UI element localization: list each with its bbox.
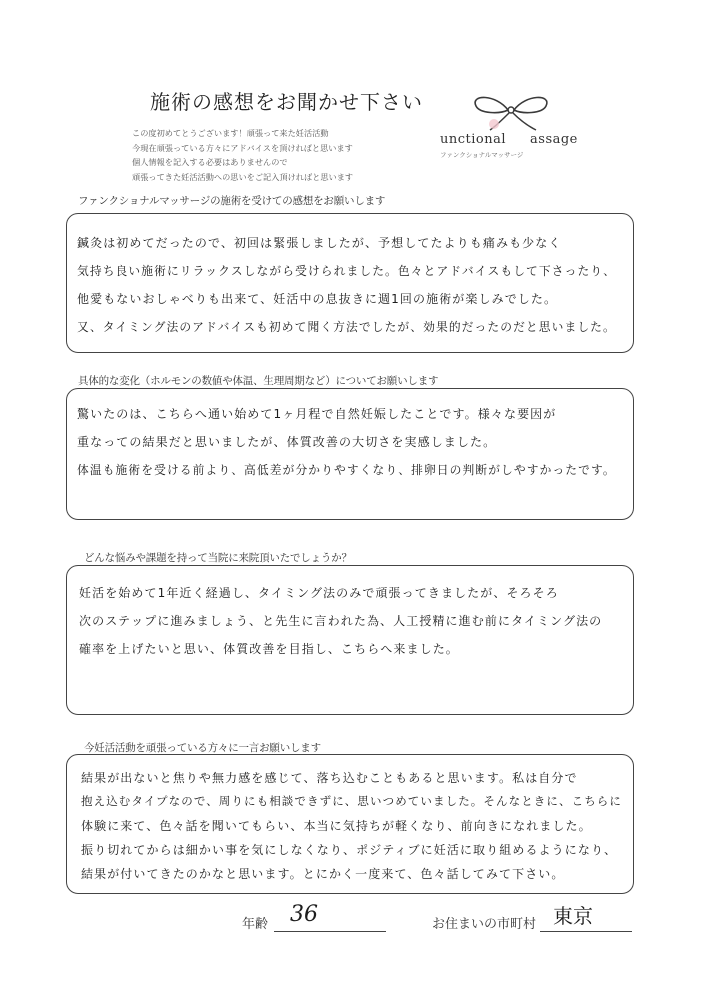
answer-line: 鍼灸は初めてだったので、初回は緊張しましたが、予想してたよりも痛みも少なく	[77, 236, 562, 250]
section-3-label: どんな悩みや課題を持って当院に来院頂いたでしょうか？	[84, 552, 352, 564]
answer-line: 確率を上げたいと思い、体質改善を目指し、こちらへ来ました。	[79, 642, 459, 656]
answer-line: 体験に来て、色々話を聞いてもらい、本当に気持ちが軽くなり、前向きになれました。	[81, 819, 592, 833]
section-1-label: ファンクショナルマッサージの施術を受けての感想をお願いします	[78, 195, 386, 207]
section-4-label: 今妊活活動を頑張っている方々に一言お願いします	[84, 742, 321, 754]
age-underline	[274, 930, 386, 932]
ribbon-bow-icon	[456, 90, 566, 134]
age-value: 36	[290, 902, 318, 927]
logo-wordmark: unctional assage	[440, 132, 578, 147]
logo-subtitle: ファンクショナルマッサージ	[440, 151, 524, 159]
answer-line: 又、タイミング法のアドバイスも初めて聞く方法でしたが、効果的だったのだと思いました。	[77, 320, 616, 334]
answer-line: 驚いたのは、こちらへ通い始めて1ヶ月程で自然妊娠したことです。様々な要因が	[77, 407, 557, 421]
brand-logo	[440, 90, 580, 170]
address-underline	[540, 930, 632, 932]
answer-line: 重なっての結果だと思いましたが、体質改善の大切さを実感しました。	[77, 435, 497, 449]
answer-line: 体温も施術を受ける前より、高低差が分かりやすくなり、排卵日の判断がしやすかったです。	[77, 463, 616, 477]
answer-line: 結果が出ないと焦りや無力感を感じて、落ち込むこともあると思います。私は自分で	[81, 771, 578, 785]
answer-line: 妊活を始めて1年近く経過し、タイミング法のみで頑張ってきましたが、そろそろ	[79, 586, 559, 600]
section-1-box	[66, 213, 634, 353]
section-2-box	[66, 388, 634, 520]
section-2-label: 具体的な変化（ホルモンの数値や体温、生理周期など）についてお願いします	[78, 375, 439, 387]
section-3-box	[66, 565, 634, 715]
intro-line: 今現在頑張っている方々にアドバイスを頂ければと思います	[132, 142, 353, 153]
intro-line: この度初めてとうございます！頑張って来た妊活活動	[132, 128, 329, 138]
intro-text	[132, 126, 422, 184]
intro-line: 個人情報を記入する必要はありませんので	[132, 157, 288, 167]
answer-line: 抱え込むタイプなので、周りにも相談できずに、思いつめていました。そんなときに、こちらに	[81, 794, 622, 808]
answer-line: 気持ち良い施術にリラックスしながら受けられました。色々とアドバイスもして下さったり、	[77, 264, 616, 278]
address-label: お住まいの市町村	[432, 917, 537, 932]
address-value: 東京	[553, 904, 593, 928]
page-title: 施術の感想をお聞かせ下さい	[150, 90, 423, 114]
section-4-box	[66, 754, 634, 894]
answer-line: 結果が付いてきたのかなと思います。とにかく一度来て、色々話してみて下さい。	[81, 867, 565, 881]
answer-line: 他愛もないおしゃべりも出来て、妊活中の息抜きに週1回の施術が楽しみでした。	[77, 292, 558, 306]
age-label: 年齢	[242, 917, 269, 932]
answer-line: 振り切れてからは細かい事を気にしなくなり、ポジティブに妊活に取り組めるようになり、	[81, 843, 618, 857]
answer-line: 次のステップに進みましょう、と先生に言われた為、人工授精に進む前にタイミング法の	[79, 614, 603, 628]
intro-line: 頑張ってきた妊活活動への思いをご記入頂ければと思います	[132, 171, 354, 182]
